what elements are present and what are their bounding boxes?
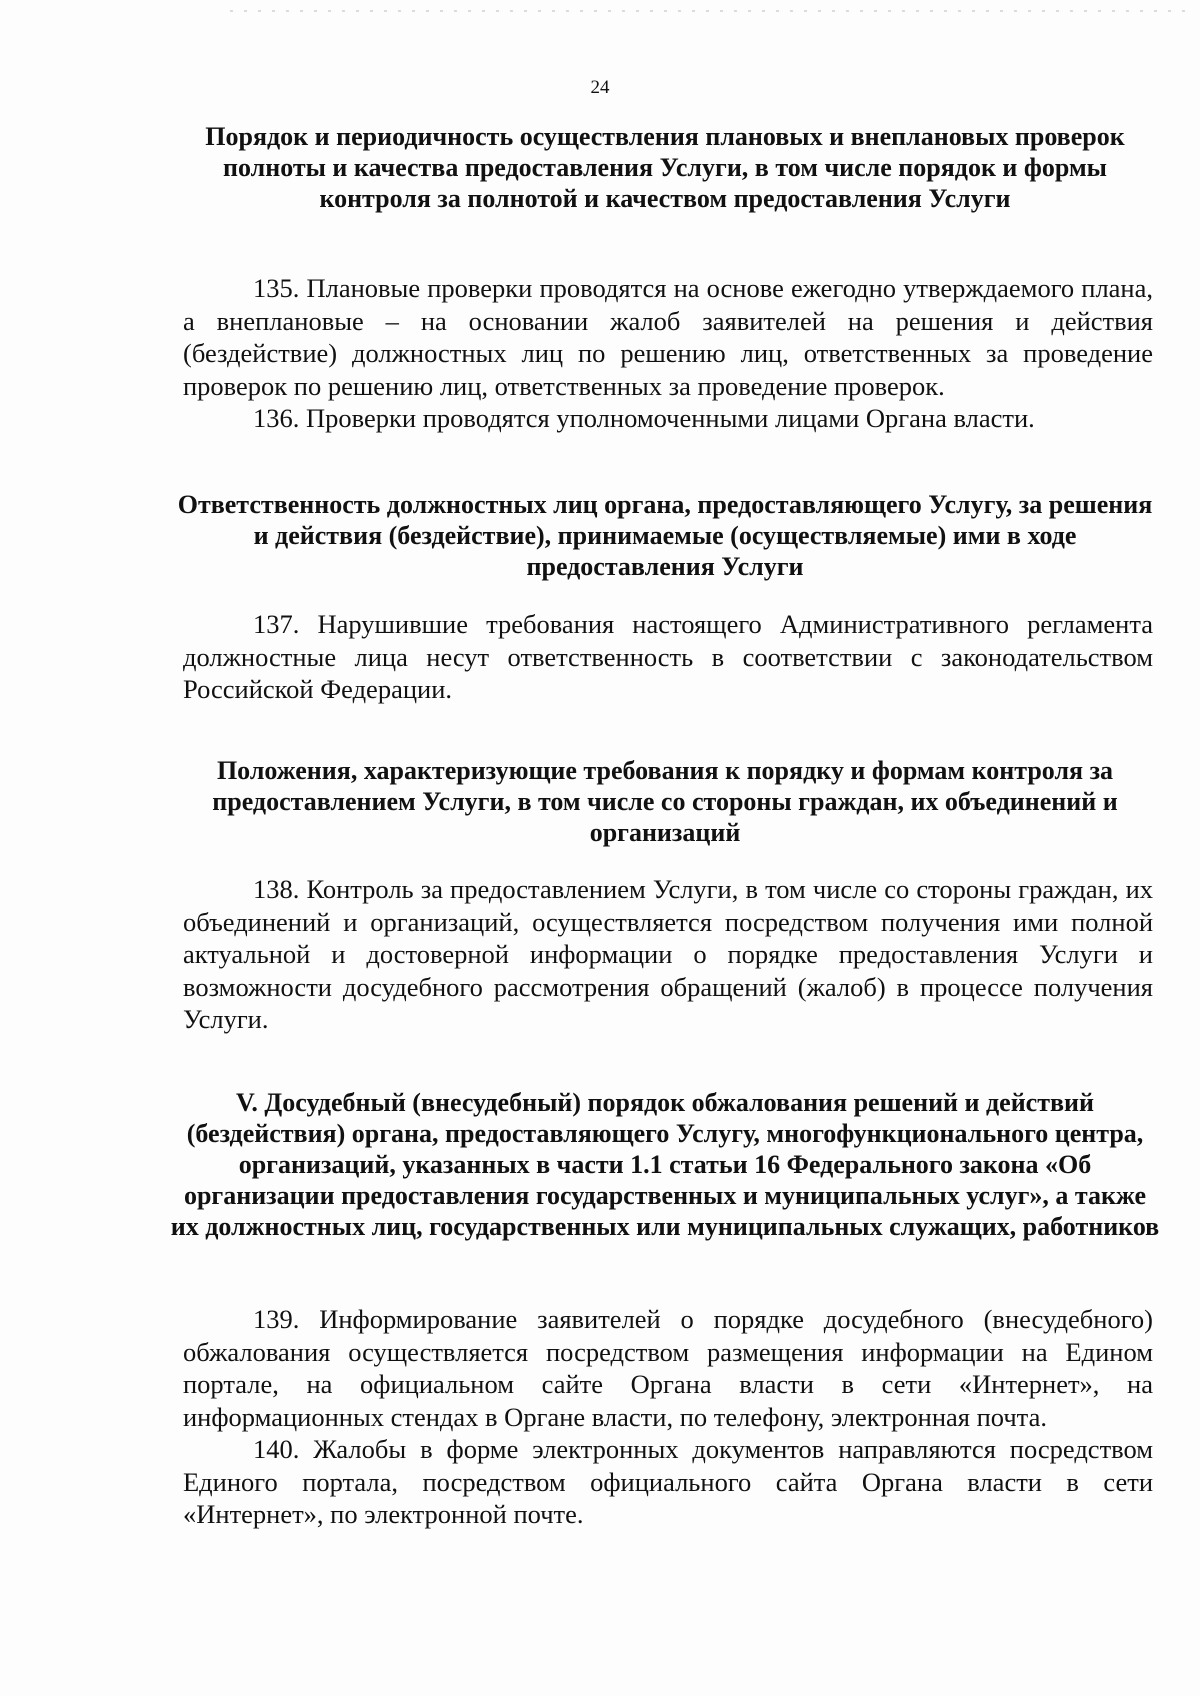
paragraph-135: 135. Плановые проверки проводятся на основе ежегодно утверждаемого плана, а внеплановые – на основании жалоб заявителей на решения и действия (бездействие) должностных лиц по решению лиц, ответственных за проведение проверок по решению лиц, ответственных за проведение проверок. <box>183 273 1153 401</box>
paragraph-140: 140. Жалобы в форме электронных документов направляются посредством Единого портала, посредством официального сайта Органа власти в сети «Интернет», по электронной почте. <box>183 1434 1153 1529</box>
section-heading: V. Досудебный (внесудебный) порядок обжалования решений и действий (бездействия) органа, предоставляющего Услугу, многофункционального центра, организаций, указанных в части 1.1 статьи 16 Федерального закона «Об организации предоставления государственных и муниципальных услуг», а также их должностных лиц, государственных или муниципальных служащих, работников <box>170 1088 1160 1241</box>
section-heading: Положения, характеризующие требования к порядку и формам контроля за предоставлением Услуги, в том числе со стороны граждан, их объединений и организаций <box>212 756 1118 847</box>
paragraph-136: 136. Проверки проводятся уполномоченными лицами Органа власти. <box>253 403 1035 433</box>
scan-artifact <box>230 10 1190 12</box>
section-heading: Порядок и периодичность осуществления плановых и внеплановых проверок полноты и качества предоставления Услуги, в том числе порядок и формы контроля за полнотой и качеством предоставления Услуги <box>205 122 1125 213</box>
paragraph-137: 137. Нарушившие требования настоящего Административного регламента должностные лица несут ответственность в соответствии с законодательством Российской Федерации. <box>183 609 1153 704</box>
section-heading: Ответственность должностных лиц органа, предоставляющего Услугу, за решения и действия (бездействие), принимаемые (осуществляемые) ими в ходе предоставления Услуги <box>177 490 1153 581</box>
paragraph-138: 138. Контроль за предоставлением Услуги, в том числе со стороны граждан, их объединений и организаций, осуществляется посредством получения ими полной актуальной и достоверной информации о порядке предоставления Услуги и возможности досудебного рассмотрения обращений (жалоб) в процессе получения Услуги. <box>183 874 1153 1034</box>
paragraph-139: 139. Информирование заявителей о порядке досудебного (внесудебного) обжалования осуществляется посредством размещения информации на Едином портале, на официальном сайте Органа власти в сети «Интернет», на информационных стендах в Органе власти, по телефону, электронная почта. <box>183 1304 1153 1432</box>
page-number: 24 <box>590 77 610 98</box>
